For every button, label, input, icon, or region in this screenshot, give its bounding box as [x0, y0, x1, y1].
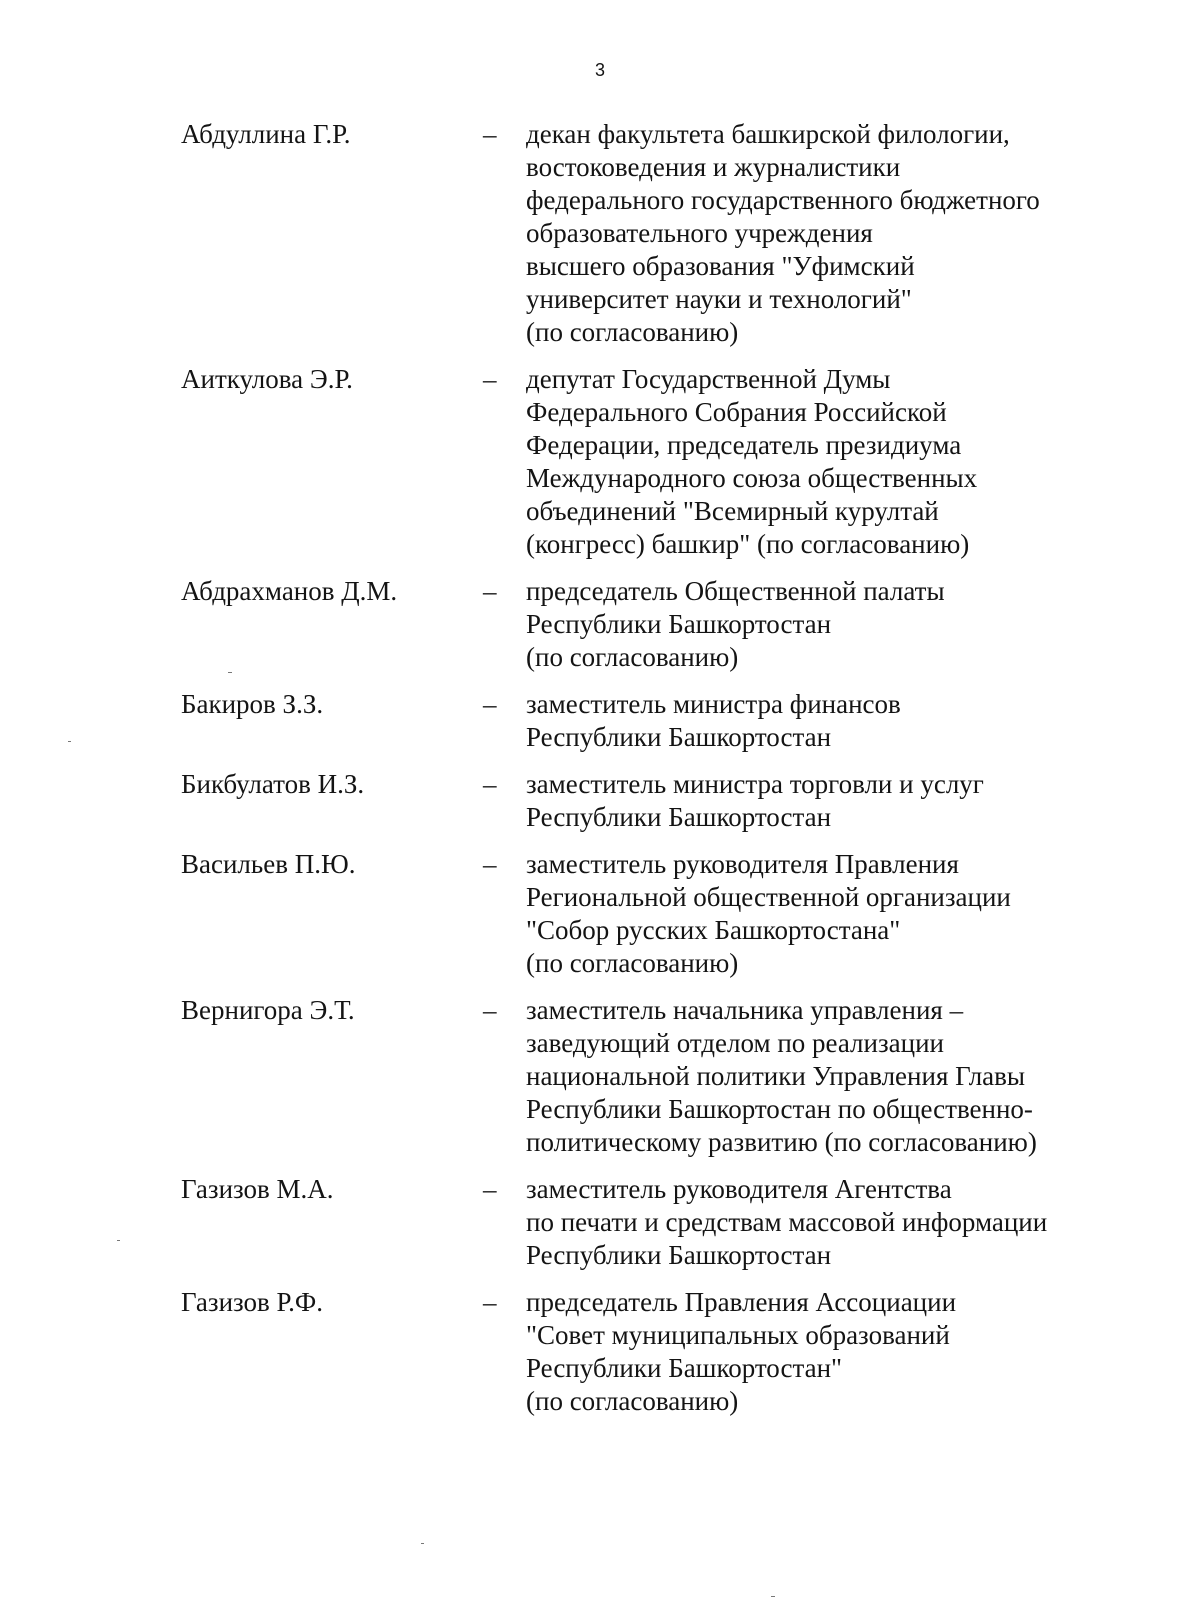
member-position-line: заместитель министра финансов [526, 689, 901, 719]
member-position-line: Региональной общественной организации [526, 882, 1011, 912]
member-entry [0, 118, 1200, 349]
member-position-line: Республики Башкортостан [526, 802, 832, 832]
page-number: 3 [594, 60, 605, 80]
member-name: Газизов Р.Ф. [181, 1287, 324, 1317]
member-dash: – [483, 849, 497, 879]
member-position [526, 1286, 1126, 1418]
member-position-line: университет науки и технологий" [526, 284, 912, 314]
member-entry [0, 688, 1200, 754]
member-position-line: заведующий отделом по реализации [526, 1028, 944, 1058]
member-position-line: высшего образования "Уфимский [526, 251, 915, 281]
member-position-line: Республики Башкортостан по общественно- [526, 1094, 1033, 1124]
member-dash: – [483, 1174, 497, 1204]
member-position [526, 1173, 1126, 1272]
member-list [0, 118, 1200, 1432]
member-position-line: федерального государственного бюджетного [526, 185, 1040, 215]
scan-speck [771, 1596, 775, 1597]
member-dash: – [483, 364, 497, 394]
member-position-line: образовательного учреждения [526, 218, 873, 248]
member-entry [0, 1286, 1200, 1418]
member-name: Васильев П.Ю. [181, 849, 356, 879]
member-position-line: Республики Башкортостан" [526, 1353, 843, 1383]
member-position [526, 768, 1126, 834]
member-position-line: политическому развитию (по согласованию) [526, 1127, 1037, 1157]
member-position [526, 575, 1126, 674]
member-position [526, 118, 1126, 349]
member-position-line: председатель Общественной палаты [526, 576, 945, 606]
member-dash: – [483, 119, 497, 149]
member-position-line: депутат Государственной Думы [526, 364, 891, 394]
member-position [526, 848, 1126, 980]
member-position-line: Федерации, председатель президиума [526, 430, 962, 460]
member-entry [0, 848, 1200, 980]
member-dash: – [483, 576, 497, 606]
member-entry [0, 363, 1200, 561]
member-position-line: востоковедения и журналистики [526, 152, 901, 182]
member-position-line: (конгресс) башкир" (по согласованию) [526, 529, 970, 559]
scan-speck [117, 1240, 120, 1241]
member-position [526, 688, 1126, 754]
member-dash: – [483, 689, 497, 719]
member-name: Абдрахманов Д.М. [181, 576, 398, 606]
member-entry [0, 994, 1200, 1159]
member-dash: – [483, 1287, 497, 1317]
member-position-line: заместитель руководителя Правления [526, 849, 959, 879]
scan-speck [228, 672, 232, 673]
member-position-line: Федерального Собрания Российской [526, 397, 947, 427]
member-name: Газизов М.А. [181, 1174, 334, 1204]
scan-speck [421, 1543, 424, 1544]
member-position-line: (по согласованию) [526, 948, 739, 978]
member-name: Бакиров З.З. [181, 689, 324, 719]
member-position-line: Республики Башкортостан [526, 722, 832, 752]
member-entry [0, 575, 1200, 674]
member-position-line: Республики Башкортостан [526, 1240, 832, 1270]
member-position-line: заместитель начальника управления – [526, 995, 964, 1025]
member-position-line: объединений "Всемирный курултай [526, 496, 939, 526]
member-position-line: председатель Правления Ассоциации [526, 1287, 957, 1317]
member-position-line: заместитель министра торговли и услуг [526, 769, 984, 799]
member-name: Аиткулова Э.Р. [181, 364, 353, 394]
member-position-line: по печати и средствам массовой информации [526, 1207, 1048, 1237]
scan-speck [68, 741, 71, 742]
member-position-line: "Собор русских Башкортостана" [526, 915, 901, 945]
member-position-line: "Совет муниципальных образований [526, 1320, 950, 1350]
member-position-line: (по согласованию) [526, 1386, 739, 1416]
member-name: Абдуллина Г.Р. [181, 119, 351, 149]
member-entry [0, 1173, 1200, 1272]
member-position-line: (по согласованию) [526, 642, 739, 672]
member-dash: – [483, 769, 497, 799]
member-name: Бикбулатов И.З. [181, 769, 365, 799]
member-position [526, 994, 1126, 1159]
member-position-line: декан факультета башкирской филологии, [526, 119, 1010, 149]
member-position-line: (по согласованию) [526, 317, 739, 347]
member-position-line: Республики Башкортостан [526, 609, 832, 639]
member-position-line: национальной политики Управления Главы [526, 1061, 1026, 1091]
member-position-line: заместитель руководителя Агентства [526, 1174, 952, 1204]
member-name: Вернигора Э.Т. [181, 995, 355, 1025]
member-dash: – [483, 995, 497, 1025]
member-position-line: Международного союза общественных [526, 463, 978, 493]
member-entry [0, 768, 1200, 834]
member-position [526, 363, 1126, 561]
